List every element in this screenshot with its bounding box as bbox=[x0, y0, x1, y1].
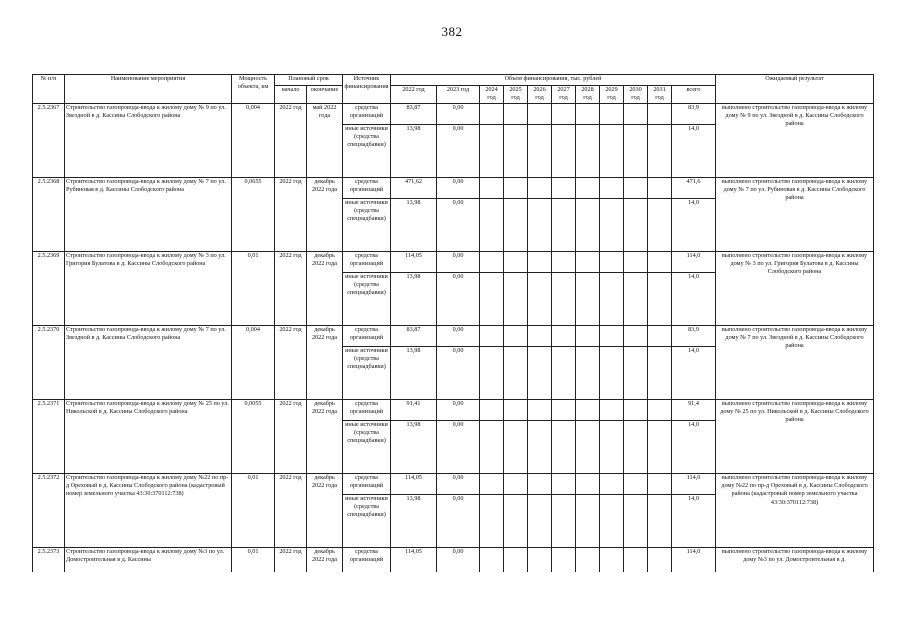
row-end: декабрь 2022 года bbox=[307, 548, 343, 573]
row-total: 83,9 bbox=[672, 326, 716, 347]
row-number: 2.5.2370 bbox=[33, 326, 65, 400]
row-start: 2022 год bbox=[275, 178, 307, 252]
empty-year-cell bbox=[504, 400, 528, 421]
row-end: декабрь 2022 года bbox=[307, 400, 343, 474]
empty-year-cell bbox=[528, 178, 552, 199]
row-result: выполнено строительство газопровода-ввода к жилому дому № 7 по ул. Звездной в д. Кассины Слободского района bbox=[716, 326, 874, 400]
empty-year-cell bbox=[504, 252, 528, 273]
row-total: 14,0 bbox=[672, 125, 716, 178]
empty-year-cell bbox=[480, 199, 504, 252]
row-source-organizations: средства организаций bbox=[343, 474, 391, 495]
empty-year-cell bbox=[480, 400, 504, 421]
empty-year-cell bbox=[504, 474, 528, 495]
row-number: 2.5.2371 bbox=[33, 400, 65, 474]
empty-year-cell bbox=[648, 125, 672, 178]
empty-year-cell bbox=[600, 347, 624, 400]
row-name: Строительство газопровода-ввода к жилому дому № 25 по ул. Никольской в д. Кассины Слободского района bbox=[65, 400, 232, 474]
row-value-2023: 0,00 bbox=[437, 421, 480, 474]
row-value-2023: 0,00 bbox=[437, 125, 480, 178]
empty-year-cell bbox=[552, 474, 576, 495]
empty-year-cell bbox=[576, 347, 600, 400]
row-source-other: иные источники (средства спецнадбавки) bbox=[343, 199, 391, 252]
empty-year-cell bbox=[576, 326, 600, 347]
row-source-other: иные источники (средства спецнадбавки) bbox=[343, 273, 391, 326]
row-start: 2022 год bbox=[275, 400, 307, 474]
empty-year-cell bbox=[576, 273, 600, 326]
row-capacity: 0,01 bbox=[232, 252, 275, 326]
row-value-2022: 13,98 bbox=[391, 495, 437, 548]
row-source-organizations: средства организаций bbox=[343, 400, 391, 421]
table-row bbox=[33, 548, 874, 573]
header-name: Наименование мероприятия bbox=[65, 75, 232, 104]
empty-year-cell bbox=[504, 347, 528, 400]
header-source: Источник финансирования bbox=[343, 75, 391, 104]
row-result: выполнено строительство газопровода-ввода к жилому дому № 3 по ул. Григория Булатова в д. Кассины Слободского района bbox=[716, 252, 874, 326]
row-value-2023: 0,00 bbox=[437, 273, 480, 326]
table-row bbox=[33, 178, 874, 199]
header-year-2031: 2031 год bbox=[648, 86, 672, 104]
header-year-2030: 2030 год bbox=[624, 86, 648, 104]
row-capacity: 0,004 bbox=[232, 104, 275, 178]
row-value-2023: 0,00 bbox=[437, 548, 480, 573]
row-value-2022: 13,98 bbox=[391, 273, 437, 326]
empty-year-cell bbox=[624, 495, 648, 548]
empty-year-cell bbox=[528, 199, 552, 252]
row-source-organizations: средства организаций bbox=[343, 326, 391, 347]
empty-year-cell bbox=[504, 495, 528, 548]
empty-year-cell bbox=[504, 421, 528, 474]
row-total: 91,4 bbox=[672, 400, 716, 421]
empty-year-cell bbox=[600, 548, 624, 573]
empty-year-cell bbox=[600, 252, 624, 273]
empty-year-cell bbox=[600, 421, 624, 474]
header-row-1 bbox=[33, 75, 874, 86]
empty-year-cell bbox=[576, 421, 600, 474]
row-start: 2022 год bbox=[275, 252, 307, 326]
row-value-2023: 0,00 bbox=[437, 178, 480, 199]
table-row bbox=[33, 252, 874, 273]
empty-year-cell bbox=[528, 125, 552, 178]
row-value-2022: 13,98 bbox=[391, 347, 437, 400]
empty-year-cell bbox=[552, 400, 576, 421]
empty-year-cell bbox=[648, 104, 672, 125]
table-row bbox=[33, 326, 874, 347]
row-source-organizations: средства организаций bbox=[343, 548, 391, 573]
empty-year-cell bbox=[624, 178, 648, 199]
row-number: 2.5.2368 bbox=[33, 178, 65, 252]
row-source-other: иные источники (средства спецнадбавки) bbox=[343, 495, 391, 548]
empty-year-cell bbox=[528, 252, 552, 273]
header-year-2027: 2027 год bbox=[552, 86, 576, 104]
empty-year-cell bbox=[600, 125, 624, 178]
row-total: 114,0 bbox=[672, 548, 716, 573]
header-result: Ожидаемый результат bbox=[716, 75, 874, 104]
row-value-2022: 114,05 bbox=[391, 252, 437, 273]
empty-year-cell bbox=[504, 125, 528, 178]
header-year-2025: 2025 год bbox=[504, 86, 528, 104]
empty-year-cell bbox=[624, 421, 648, 474]
empty-year-cell bbox=[528, 474, 552, 495]
row-total: 14,0 bbox=[672, 347, 716, 400]
empty-year-cell bbox=[624, 273, 648, 326]
empty-year-cell bbox=[552, 199, 576, 252]
empty-year-cell bbox=[552, 104, 576, 125]
empty-year-cell bbox=[624, 347, 648, 400]
row-total: 14,0 bbox=[672, 421, 716, 474]
empty-year-cell bbox=[576, 400, 600, 421]
empty-year-cell bbox=[480, 104, 504, 125]
empty-year-cell bbox=[480, 273, 504, 326]
row-start: 2022 год bbox=[275, 326, 307, 400]
empty-year-cell bbox=[648, 474, 672, 495]
empty-year-cell bbox=[648, 421, 672, 474]
row-result: выполнено строительство газопровода-ввода к жилому дому № 25 по ул. Никольской в д. Кассины Слободского района bbox=[716, 400, 874, 474]
row-number: 2.5.2373 bbox=[33, 548, 65, 573]
empty-year-cell bbox=[600, 199, 624, 252]
table-row bbox=[33, 474, 874, 495]
row-name: Строительство газопровода-ввода к жилому дому № 7 по ул. Звездной в д. Кассины Слободского района bbox=[65, 326, 232, 400]
header-end: окончание bbox=[307, 86, 343, 104]
empty-year-cell bbox=[480, 421, 504, 474]
row-result: выполнено строительство газопровода-ввода к жилому дому №22 по пр-д Ореховый в д. Кассины Слободского района (кадастровый номер земельного участка 43:30:370112:738) bbox=[716, 474, 874, 548]
empty-year-cell bbox=[552, 125, 576, 178]
row-total: 14,0 bbox=[672, 495, 716, 548]
header-total: всего bbox=[672, 86, 716, 104]
empty-year-cell bbox=[528, 421, 552, 474]
funding-table-wrapper bbox=[32, 74, 874, 572]
empty-year-cell bbox=[624, 104, 648, 125]
empty-year-cell bbox=[624, 548, 648, 573]
empty-year-cell bbox=[600, 326, 624, 347]
empty-year-cell bbox=[504, 199, 528, 252]
row-source-organizations: средства организаций bbox=[343, 104, 391, 125]
row-total: 114,0 bbox=[672, 474, 716, 495]
empty-year-cell bbox=[552, 548, 576, 573]
row-value-2023: 0,00 bbox=[437, 400, 480, 421]
header-year-2029: 2029 год bbox=[600, 86, 624, 104]
empty-year-cell bbox=[600, 273, 624, 326]
empty-year-cell bbox=[504, 273, 528, 326]
table-row bbox=[33, 400, 874, 421]
row-total: 83,9 bbox=[672, 104, 716, 125]
row-capacity: 0,01 bbox=[232, 474, 275, 548]
row-number: 2.5.2367 bbox=[33, 104, 65, 178]
empty-year-cell bbox=[648, 495, 672, 548]
row-number: 2.5.2372 bbox=[33, 474, 65, 548]
header-capacity: Мощность объекта, км bbox=[232, 75, 275, 104]
row-value-2022: 13,98 bbox=[391, 421, 437, 474]
empty-year-cell bbox=[528, 400, 552, 421]
row-source-other: иные источники (средства спецнадбавки) bbox=[343, 421, 391, 474]
empty-year-cell bbox=[552, 252, 576, 273]
row-source-other: иные источники (средства спецнадбавки) bbox=[343, 125, 391, 178]
row-name: Строительство газопровода-ввода к жилому дому № 3 по ул. Григория Булатова в д. Кассины Слободского района bbox=[65, 252, 232, 326]
header-funding: Объем финансирования, тыс. рублей bbox=[391, 75, 716, 86]
empty-year-cell bbox=[576, 125, 600, 178]
empty-year-cell bbox=[528, 104, 552, 125]
empty-year-cell bbox=[576, 252, 600, 273]
row-total: 14,0 bbox=[672, 199, 716, 252]
row-total: 471,6 bbox=[672, 178, 716, 199]
row-capacity: 0,0055 bbox=[232, 400, 275, 474]
empty-year-cell bbox=[480, 548, 504, 573]
row-total: 114,0 bbox=[672, 252, 716, 273]
row-capacity: 0,01 bbox=[232, 548, 275, 573]
empty-year-cell bbox=[552, 495, 576, 548]
row-value-2023: 0,00 bbox=[437, 326, 480, 347]
header-year-2026: 2026 год bbox=[528, 86, 552, 104]
row-start: 2022 год bbox=[275, 104, 307, 178]
row-name: Строительство газопровода-ввода к жилому дому № 7 по ул. Рубиновая в д. Кассины Слободского района bbox=[65, 178, 232, 252]
row-end: декабрь 2022 года bbox=[307, 178, 343, 252]
row-result: выполнено строительство газопровода-ввода к жилому дому № 9 по ул. Звездной в д. Кассины Слободского района bbox=[716, 104, 874, 178]
header-start: начало bbox=[275, 86, 307, 104]
empty-year-cell bbox=[552, 178, 576, 199]
row-name: Строительство газопровода-ввода к жилому дому №22 по пр-д Ореховый в д. Кассины Слободского района (кадастровый номер земельного участка 43:30:370112:738) bbox=[65, 474, 232, 548]
row-total: 14,0 bbox=[672, 273, 716, 326]
empty-year-cell bbox=[648, 273, 672, 326]
empty-year-cell bbox=[648, 400, 672, 421]
empty-year-cell bbox=[624, 125, 648, 178]
empty-year-cell bbox=[480, 125, 504, 178]
row-end: май 2022 года bbox=[307, 104, 343, 178]
empty-year-cell bbox=[576, 495, 600, 548]
row-name: Строительство газопровода-ввода к жилому дому №3 по ул. Домостроительная в д. Кассины bbox=[65, 548, 232, 573]
header-year-2022: 2022 год bbox=[391, 86, 437, 104]
empty-year-cell bbox=[576, 199, 600, 252]
row-value-2023: 0,00 bbox=[437, 474, 480, 495]
empty-year-cell bbox=[528, 273, 552, 326]
row-start: 2022 год bbox=[275, 548, 307, 573]
row-source-organizations: средства организаций bbox=[343, 252, 391, 273]
empty-year-cell bbox=[648, 326, 672, 347]
empty-year-cell bbox=[624, 326, 648, 347]
empty-year-cell bbox=[648, 252, 672, 273]
empty-year-cell bbox=[504, 548, 528, 573]
row-value-2022: 471,62 bbox=[391, 178, 437, 199]
row-value-2023: 0,00 bbox=[437, 199, 480, 252]
empty-year-cell bbox=[528, 326, 552, 347]
header-plan-term: Плановый срок bbox=[275, 75, 343, 86]
row-value-2023: 0,00 bbox=[437, 347, 480, 400]
row-value-2022: 83,87 bbox=[391, 326, 437, 347]
empty-year-cell bbox=[600, 474, 624, 495]
row-value-2023: 0,00 bbox=[437, 252, 480, 273]
funding-table bbox=[32, 74, 874, 572]
empty-year-cell bbox=[480, 252, 504, 273]
row-value-2022: 114,05 bbox=[391, 474, 437, 495]
empty-year-cell bbox=[480, 347, 504, 400]
empty-year-cell bbox=[480, 326, 504, 347]
row-end: декабрь 2022 года bbox=[307, 252, 343, 326]
row-result: выполнено строительство газопровода-ввода к жилому дому № 7 по ул. Рубиновая в д. Кассины Слободского района bbox=[716, 178, 874, 252]
empty-year-cell bbox=[552, 273, 576, 326]
empty-year-cell bbox=[576, 548, 600, 573]
empty-year-cell bbox=[648, 178, 672, 199]
row-value-2022: 83,87 bbox=[391, 104, 437, 125]
empty-year-cell bbox=[576, 474, 600, 495]
empty-year-cell bbox=[648, 548, 672, 573]
row-name: Строительство газопровода-ввода к жилому дому № 9 по ул. Звездной в д. Кассины Слободского района bbox=[65, 104, 232, 178]
row-source-other: иные источники (средства спецнадбавки) bbox=[343, 347, 391, 400]
empty-year-cell bbox=[648, 199, 672, 252]
empty-year-cell bbox=[504, 178, 528, 199]
row-end: декабрь 2022 года bbox=[307, 326, 343, 400]
table-row bbox=[33, 104, 874, 125]
empty-year-cell bbox=[480, 495, 504, 548]
row-start: 2022 год bbox=[275, 474, 307, 548]
row-value-2022: 13,98 bbox=[391, 125, 437, 178]
row-value-2022: 114,05 bbox=[391, 548, 437, 573]
empty-year-cell bbox=[624, 474, 648, 495]
empty-year-cell bbox=[600, 178, 624, 199]
empty-year-cell bbox=[576, 178, 600, 199]
row-number: 2.5.2369 bbox=[33, 252, 65, 326]
empty-year-cell bbox=[600, 104, 624, 125]
row-value-2022: 13,98 bbox=[391, 199, 437, 252]
empty-year-cell bbox=[552, 347, 576, 400]
row-value-2022: 91,41 bbox=[391, 400, 437, 421]
row-result: выполнено строительство газопровода-ввода к жилому дому №3 по ул. Домостроительная в д. bbox=[716, 548, 874, 573]
empty-year-cell bbox=[528, 548, 552, 573]
empty-year-cell bbox=[504, 326, 528, 347]
row-end: декабрь 2022 года bbox=[307, 474, 343, 548]
header-year-2023: 2023 год bbox=[437, 86, 480, 104]
row-source-organizations: средства организаций bbox=[343, 178, 391, 199]
row-capacity: 0,0655 bbox=[232, 178, 275, 252]
header-year-2028: 2028 год bbox=[576, 86, 600, 104]
header-num: № п/п bbox=[33, 75, 65, 104]
row-value-2023: 0,00 bbox=[437, 495, 480, 548]
empty-year-cell bbox=[624, 199, 648, 252]
empty-year-cell bbox=[624, 400, 648, 421]
empty-year-cell bbox=[600, 495, 624, 548]
empty-year-cell bbox=[528, 495, 552, 548]
empty-year-cell bbox=[480, 178, 504, 199]
row-capacity: 0,004 bbox=[232, 326, 275, 400]
page-number: 382 bbox=[441, 24, 463, 39]
empty-year-cell bbox=[504, 104, 528, 125]
empty-year-cell bbox=[600, 400, 624, 421]
empty-year-cell bbox=[552, 326, 576, 347]
empty-year-cell bbox=[624, 252, 648, 273]
row-value-2023: 0,00 bbox=[437, 104, 480, 125]
header-year-2024: 2024 год bbox=[480, 86, 504, 104]
empty-year-cell bbox=[576, 104, 600, 125]
empty-year-cell bbox=[480, 474, 504, 495]
empty-year-cell bbox=[528, 347, 552, 400]
empty-year-cell bbox=[648, 347, 672, 400]
empty-year-cell bbox=[552, 421, 576, 474]
